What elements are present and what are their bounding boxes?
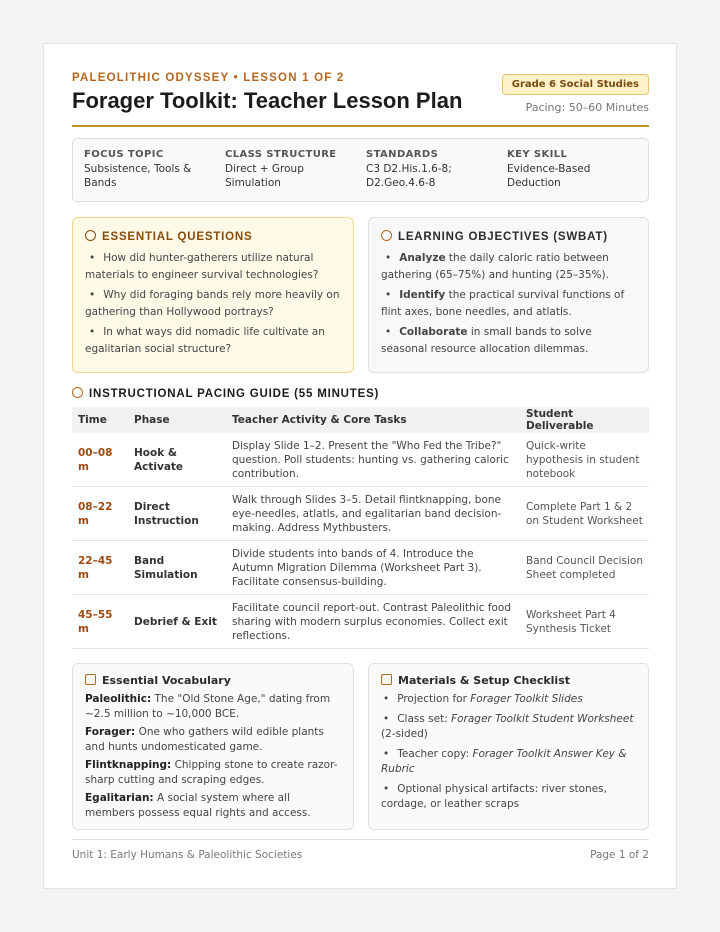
learning-objectives-heading: LEARNING OBJECTIVES (SWBAT) xyxy=(381,230,608,243)
essential-questions-list xyxy=(85,250,343,361)
list-item: • Identify the practical survival functions of flint axes, bone needles, and atlatls. xyxy=(381,287,639,321)
meta-standards: STANDARDS C3 D2.His.1.6-8; D2.Geo.4.6-8 xyxy=(366,149,452,189)
book-icon xyxy=(85,674,96,685)
pacing-guide-heading: INSTRUCTIONAL PACING GUIDE (55 MINUTES) xyxy=(72,387,379,400)
target-icon xyxy=(381,230,392,241)
learning-objectives-list xyxy=(381,250,639,361)
meta-focus-topic: FOCUS TOPIC Subsistence, Tools & Bands xyxy=(84,149,192,189)
list-item: • In what ways did nomadic life cultivate an egalitarian social structure? xyxy=(85,324,343,358)
vocabulary-card xyxy=(72,663,354,830)
list-item: • Class set: Forager Toolkit Student Worksheet (2-sided) xyxy=(381,712,639,742)
grade-badge: Grade 6 Social Studies xyxy=(502,74,649,95)
materials-card xyxy=(368,663,649,830)
lesson-plan-page xyxy=(43,43,677,889)
footer-divider xyxy=(72,839,649,840)
meta-key-skill: KEY SKILL Evidence-Based Deduction xyxy=(507,149,591,189)
column-header: Student Deliverable xyxy=(520,407,649,433)
meta-class-structure: CLASS STRUCTURE Direct + Group Simulation xyxy=(225,149,337,189)
table-row: 22–45 m Band Simulation Divide students into bands of 4. Introduce the Autumn Migration Dilemma (Worksheet Part 3). Facilitate consensus-building. Band Council Decision Sheet completed xyxy=(72,541,649,595)
list-item: • Analyze the daily caloric ratio between gathering (65–75%) and hunting (25–35%). xyxy=(381,250,639,284)
column-header: Time xyxy=(72,407,128,433)
table-row: 00–08 m Hook & Activate Display Slide 1–2. Present the "Who Fed the Tribe?" question. Poll students: hunting vs. gathering caloric contribution. Quick-write hypothesis in student notebook xyxy=(72,433,649,487)
list-item: Egalitarian: A social system where all members possess equal rights and access. xyxy=(85,792,311,819)
table-row: 45–55 m Debrief & Exit Facilitate council report-out. Contrast Paleolithic food sharing with modern surplus economies. Collect exit reflections. Worksheet Part 4 Synthesis Ticket xyxy=(72,595,649,649)
header-divider xyxy=(72,125,649,127)
list-item: Paleolithic: The "Old Stone Age," dating from ~2.5 million to ~10,000 BCE. xyxy=(85,693,331,720)
lesson-eyebrow: PALEOLITHIC ODYSSEY • LESSON 1 OF 2 xyxy=(72,72,345,84)
list-item: • Projection for Forager Toolkit Slides xyxy=(381,692,639,707)
page-title: Forager Toolkit: Teacher Lesson Plan xyxy=(72,88,463,113)
vocabulary-heading: Essential Vocabulary xyxy=(85,674,231,687)
materials-list xyxy=(381,692,639,817)
lesson-meta-box xyxy=(72,138,649,202)
compass-icon xyxy=(85,230,96,241)
essential-questions-card xyxy=(72,217,354,373)
list-item: Forager: One who gathers wild edible plants and hunts undomesticated game. xyxy=(85,726,324,753)
table-header-row xyxy=(72,407,649,433)
essential-questions-heading: ESSENTIAL QUESTIONS xyxy=(85,230,252,243)
footer-page-number: Page 1 of 2 xyxy=(590,849,649,861)
materials-heading: Materials & Setup Checklist xyxy=(381,674,570,687)
learning-objectives-card xyxy=(368,217,649,373)
column-header: Teacher Activity & Core Tasks xyxy=(226,407,520,433)
box-icon xyxy=(381,674,392,685)
vocabulary-list xyxy=(85,692,343,824)
clock-icon xyxy=(72,387,83,398)
list-item: Flintknapping: Chipping stone to create razor-sharp cutting and scraping edges. xyxy=(85,759,338,786)
list-item: • Optional physical artifacts: river stones, cordage, or leather scraps xyxy=(381,782,639,812)
footer-unit: Unit 1: Early Humans & Paleolithic Societies xyxy=(72,849,303,861)
list-item: • Collaborate in small bands to solve seasonal resource allocation dilemmas. xyxy=(381,324,639,358)
list-item: • Teacher copy: Forager Toolkit Answer Key & Rubric xyxy=(381,747,639,777)
list-item: • Why did foraging bands rely more heavily on gathering than Hollywood portrays? xyxy=(85,287,343,321)
column-header: Phase xyxy=(128,407,226,433)
pacing-guide-table xyxy=(72,407,649,649)
pacing-label: Pacing: 50–60 Minutes xyxy=(525,101,649,114)
table-row: 08–22 m Direct Instruction Walk through Slides 3–5. Detail flintknapping, bone eye-needles, atlatls, and egalitarian band decision-making. Address Mythbusters. Complete Part 1 & 2 on Student Worksheet xyxy=(72,487,649,541)
list-item: • How did hunter-gatherers utilize natural materials to engineer survival technologies? xyxy=(85,250,343,284)
